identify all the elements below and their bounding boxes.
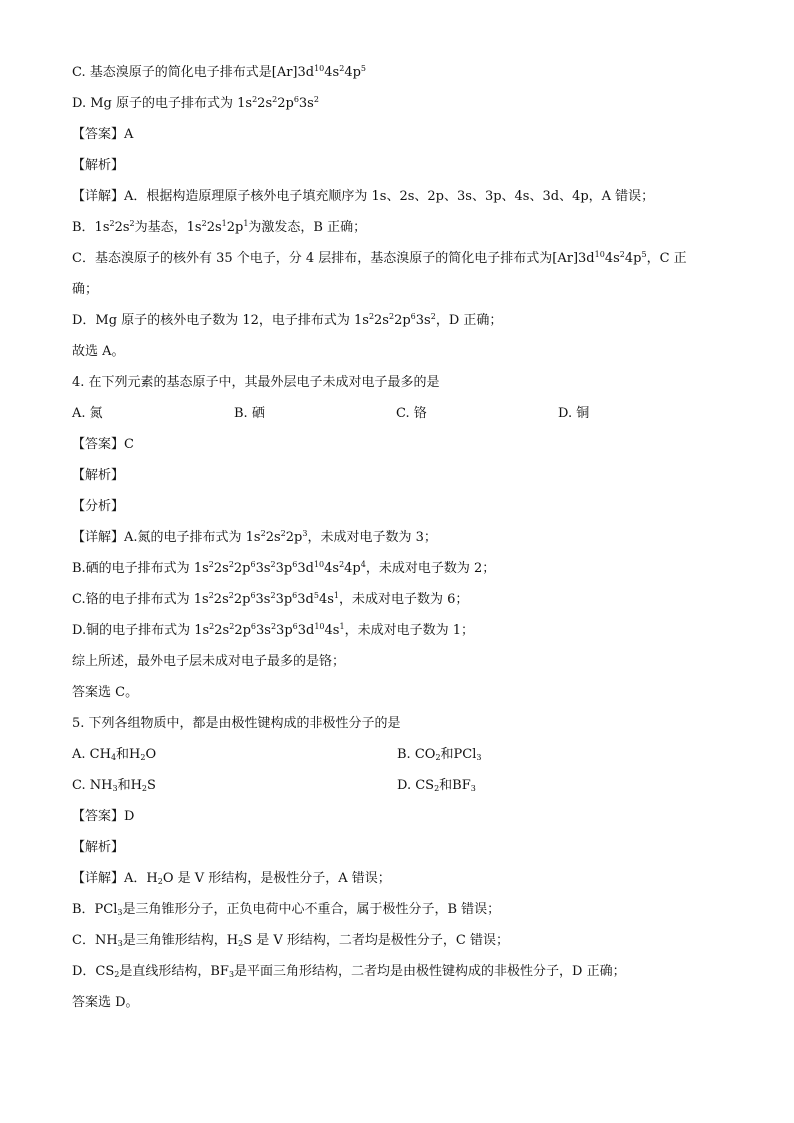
q5-option-a: A. $CH_4$和$H_2O$ xyxy=(72,747,157,762)
q4-answer: 【答案】C xyxy=(72,437,134,452)
q4-option-c: C. 铬 xyxy=(396,406,427,421)
q3-detail-a: 【详解】A．根据构造原理原子核外电子填充顺序为 1s、2s、2p、3s、3p、4s、3d、4p，A 错误； xyxy=(72,189,655,204)
q4-detail-c: C.铬的电子排布式为 $1s^22s^22p^63s^23p^63d^54s^1$，未成对电子数为 6； xyxy=(72,591,469,607)
q4-option-b: B. 硒 xyxy=(234,406,265,421)
q5-analysis-heading: 【解析】 xyxy=(72,840,125,855)
q5-stem: 5. 下列各组物质中，都是由极性键构成的非极性分子的是 xyxy=(72,716,401,731)
q4-option-a: A. 氮 xyxy=(72,406,103,421)
q4-stem: 4. 在下列元素的基态原子中，其最外层电子未成对电子最多的是 xyxy=(72,375,440,390)
q4-summary: 综上所述，最外电子层未成对电子最多的是铬； xyxy=(72,654,346,669)
q5-detail-b: B．PCl$_3$是三角锥形分子，正负电荷中心不重合，属于极性分子，B 错误； xyxy=(72,902,501,917)
q4-detail-d: D.铜的电子排布式为 $1s^22s^22p^63s^23p^63d^{10}4s^1$，未成对电子数为 1； xyxy=(72,622,474,638)
q5-options-row-1 xyxy=(72,743,722,774)
q4-conclusion: 答案选 C。 xyxy=(72,685,139,700)
q5-conclusion: 答案选 D。 xyxy=(72,995,139,1010)
q3-answer: 【答案】A xyxy=(72,127,134,142)
q4-detail-b: B.硒的电子排布式为 $1s^22s^22p^63s^23p^63d^{10}4s^24p^4$，未成对电子数为 2； xyxy=(72,560,496,576)
q5-detail-a: 【详解】A．$H_2O$ 是 V 形结构，是极性分子，A 错误； xyxy=(72,871,391,886)
q4-options xyxy=(72,402,722,433)
q5-option-b: B. $CO_2$和PCl$_3$ xyxy=(397,747,482,762)
q4-option-d: D. 铜 xyxy=(558,406,590,421)
q3-option-c: C. 基态溴原子的简化电子排布式是$[Ar]3d^{10}4s^24p^5$ xyxy=(72,64,367,80)
q3-detail-b: B．$1s^22s^2$为基态，$1s^22s^12p^1$为激发态，B 正确； xyxy=(72,219,367,235)
q5-answer: 【答案】D xyxy=(72,809,135,824)
q4-detail-a: 【详解】A.氮的电子排布式为 $1s^22s^22p^3$，未成对电子数为 3； xyxy=(72,529,437,545)
q5-option-d: D. $CS_2$和$BF_3$ xyxy=(397,778,476,793)
q3-detail-c: C．基态溴原子的核外有 35 个电子，分 4 层排布，基态溴原子的简化电子排布式为$[Ar]3d^{10}4s^24p^5$，C 正 xyxy=(72,250,687,266)
q3-detail-d: D．Mg 原子的核外电子数为 12，电子排布式为 $1s^22s^22p^63s^2$，D 正确； xyxy=(72,312,503,328)
q3-detail-c-cont: 确； xyxy=(72,282,99,297)
q3-conclusion: 故选 A。 xyxy=(72,344,125,359)
q3-option-d: D. Mg 原子的电子排布式为 $1s^22s^22p^63s^2$ xyxy=(72,95,319,111)
document-page xyxy=(72,61,722,1022)
q3-analysis-heading: 【解析】 xyxy=(72,158,125,173)
q5-options-row-2 xyxy=(72,774,722,805)
q5-detail-d: D．$CS_2$是直线形结构，$BF_3$是平面三角形结构，二者均是由极性键构成的非极性分子，D 正确； xyxy=(72,964,626,979)
q4-fenxi-heading: 【分析】 xyxy=(72,499,125,514)
q5-option-c: C. $NH_3$和$H_2S$ xyxy=(72,778,156,793)
q5-detail-c: C．$NH_3$是三角锥形结构，$H_2S$ 是 V 形结构，二者均是极性分子，C 错误； xyxy=(72,933,509,948)
q4-analysis-heading: 【解析】 xyxy=(72,468,125,483)
